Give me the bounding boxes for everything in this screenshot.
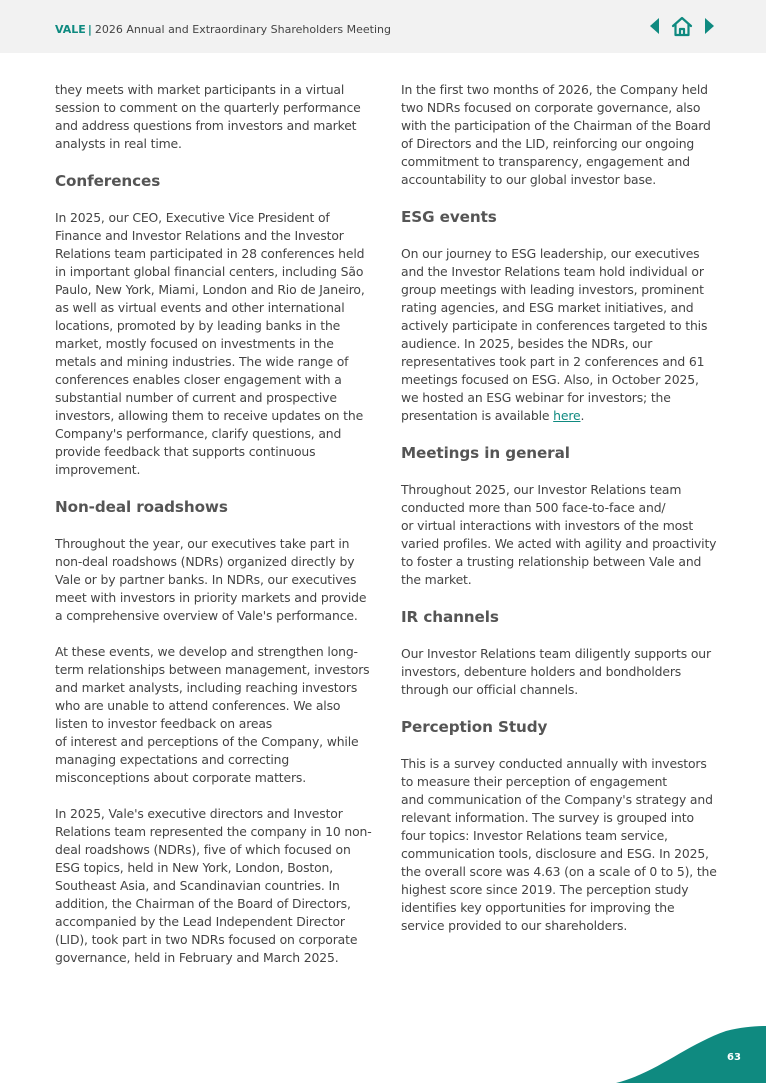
brand-separator: | — [87, 23, 92, 36]
ir-channels-heading: IR channels — [401, 608, 499, 626]
next-page-button[interactable] — [702, 15, 716, 37]
triangle-right-icon — [702, 15, 716, 37]
right-column — [401, 81, 719, 953]
conferences-paragraph: In 2025, our CEO, Executive Vice President of Finance and Investor Relations and the Investor Relations team participated in 28 conferences held in important global financial centers, including São Paulo, New York, Miami, London and Rio de Janeiro, as well as virtual events and other international locations, promoted by by leading banks in the market, mostly focused on investments in the metals and mining industries. The wide range of conferences enables closer engagement with a substantial number of current and prospective investors, allowing them to receive updates on the Company's performance, clarify questions, and provide feedback that supports continuous improvement. — [55, 210, 365, 477]
brand-name: VALE — [55, 23, 86, 36]
document-title: 2026 Annual and Extraordinary Shareholders Meeting — [94, 23, 391, 36]
non-deal-roadshows-heading: Non-deal roadshows — [55, 498, 228, 516]
page-number: 63 — [727, 1052, 741, 1063]
previous-page-button[interactable] — [648, 15, 662, 37]
header-title-bar — [55, 23, 391, 37]
home-button[interactable] — [670, 15, 694, 37]
esg-events-text: On our journey to ESG leadership, our executives and the Investor Relations team hold individual or group meetings with leading investors, prominent rating agencies, and ESG market initiatives, and actively participate in conferences targeted to this audience. In 2025, besides the NDRs, our representatives took part in 2 conferences and 61 meetings focused on ESG. Also, in October 2025, we hosted an ESG webinar for investors; the presentation is available — [401, 246, 708, 423]
governance-ndr-paragraph: In the first two months of 2026, the Company held two NDRs focused on corporate governance, also with the participation of the Chairman of the Board of Directors and the LID, reinforcing our ongoing commitment to transparency, engagement and accountability to our global investor base. — [401, 82, 711, 187]
perception-study-paragraph: This is a survey conducted annually with investors to measure their perception of engagement and communication of the Company's strategy and relevant information. The survey is grouped into four topics: Investor Relations team service, communication tools, disclosure and ESG. In 2025, the overall score was 4.63 (on a scale of 0 to 5), the highest score since 2019. The perception study identifies key opportunities for improving the service provided to our shareholders. — [401, 756, 717, 933]
esg-events-heading: ESG events — [401, 208, 497, 226]
ir-channels-paragraph: Our Investor Relations team diligently supports our investors, debenture holders and bondholders through our official channels. — [401, 646, 711, 697]
meetings-paragraph: Throughout 2025, our Investor Relations team conducted more than 500 face-to-face and/ or virtual interactions with investors of the most varied profiles. We acted with agility and proactivity to foster a trusting relationship between Vale and the market. — [401, 482, 717, 587]
ndr-paragraph-3: In 2025, Vale's executive directors and Investor Relations team represented the company in 10 non-deal roadshows (NDRs), five of which focused on ESG topics, held in New York, London, Boston, Southeast Asia, and Scandinavian countries. In addition, the Chairman of the Board of Directors, accompanied by the Lead Independent Director (LID), took part in two NDRs focused on corporate governance, held in February and March 2025. — [55, 806, 372, 965]
triangle-left-icon — [648, 15, 662, 37]
page-header — [0, 0, 766, 53]
ndr-paragraph-2: At these events, we develop and strengthen long-term relationships between management, investors and market analysts, including reaching investors who are unable to attend conferences. We also listen to investor feedback on areas of interest and perceptions of the Company, while managing expectations and correcting misconceptions about corporate matters. — [55, 644, 370, 785]
esg-events-paragraph — [401, 245, 719, 425]
perception-study-heading: Perception Study — [401, 718, 548, 736]
meetings-heading: Meetings in general — [401, 444, 570, 462]
footer-wave-shape — [616, 1025, 766, 1083]
conferences-heading: Conferences — [55, 172, 161, 190]
ndr-paragraph-1: Throughout the year, our executives take part in non-deal roadshows (NDRs) organized directly by Vale or by partner banks. In NDRs, our executives meet with investors in priority markets and provide a comprehensive overview of Vale's performance. — [55, 536, 367, 623]
left-column — [55, 81, 373, 985]
esg-events-period: . — [580, 408, 585, 423]
intro-paragraph: they meets with market participants in a virtual session to comment on the quarterly performance and address questions from investors and market analysts in real time. — [55, 82, 361, 151]
presentation-link[interactable]: here — [553, 408, 581, 423]
home-icon — [670, 15, 694, 37]
